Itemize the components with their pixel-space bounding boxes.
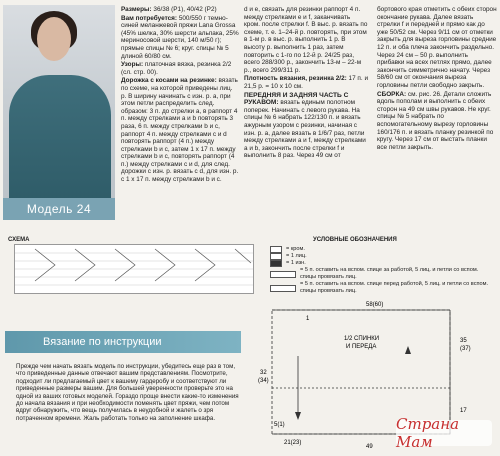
legend [270,246,490,296]
site-watermark [396,415,492,451]
label-back: 1/2 СПИНКИ [344,336,380,342]
legend-text: = 5 п. оставить на вспом. спице перед работой, 5 лиц. и петли со вспом. спицы провязать лиц. [300,281,489,294]
sweater-illustration [9,75,111,215]
sizes-label: Размеры: [121,6,152,13]
legend-title: УСЛОВНЫЕ ОБОЗНАЧЕНИЯ [313,237,397,243]
dim-right: 35 [460,338,467,344]
dim-left-alt: (34) [258,378,269,384]
dim-left-top: 1 [306,316,310,322]
dim-bottom-left: 21(23) [284,440,302,446]
front-value: вязать единым полотном поперек. Начинать с левого рукава. На спицы № 6 набрать 122/130 п. и вязать ажурным узором с резинки, начиная с изн. р. а, далее вязать в 1/6/7 раз, петли между стрелками a и f, между стрелками a и b, закончить после стрелки f и выполнить 8 раз. Через 49 см от [244,99,366,160]
legend-swatch [270,246,282,253]
track-value: вязать по схеме, на которой приведены лиц. р. В ширину начинать с изн. р. а, при этом петли распределить след. образом: 3 п. до стрелки а, в раппорт 4 п. между стрелками а и b повторять 3 раза, 6 п. между стрелками b и c, раппорт 4 п. между стрелками c и d повторять раппорт (4 п.) между стрелками b и c, затем 1 х 17 п. между стрелками b и c, повторять раппорт (4 п.) между стрелками c и d, для след. дорожки с изн. р. вязать с d, для изн. р. с 1 х 17 п. между стрелками b и c. [121,77,239,184]
model-photo [3,5,115,220]
col2-intro: d и e, связать для резинки раппорт 4 п. между стрелками e и f, заканчивать кром. после стрелки f. В выс. р. вязать по схеме, т. е. 1–24-й р. повторять, при этом в 1-м р. в выс. р. выполнить 1 р. В высоту р. выполнить 1 раз, затем повторить с 1-го по 12-й р. 24/25 раз, всего 288/300 р., закончить 13-м – 22-м р., всего 299/311 р. [244,6,368,74]
label-front: И ПЕРЕДА [346,344,377,350]
face-illustration [37,17,71,61]
assembly-label: СБОРКА: [377,90,407,98]
dim-top: 58(60) [366,302,384,308]
legend-swatch [270,285,296,292]
sizes-value: 36/38 (P1), 40/42 (P2) [153,6,217,13]
assembly-value: см. рис. 26. Детали сложить вдоль пополам и выполнить с обеих сторон на 49 см швы рукавов. Не круг. спицы № 5 набрать по вспомогательному вырезу горловины 160/176 п. и вязать планку резинкой по кругу. Через 17 см от выстать планки все петли закрыть. [377,90,494,151]
legend-text: = 5 п. оставить на вспом. спице за работой, 5 лиц. и петли со вспом. спицы провязать лиц. [300,267,479,280]
dim-side-left: 5(1) [274,422,285,428]
need-label: Вам потребуется: [121,14,178,22]
schema-title: СХЕМА [8,237,30,243]
col3-intro: бортового края отметить с обеих сторон окончание рукава. Далее вязать стрелки f и передней и прямо как до уже 50/52 см. Через 9/11 см от отметки закрыть для выреза горловины средние 12 п. и оба плеча закончить раздельно. Через 24 см – 50 р. выполнить прибавки на всех петлях прямо, далее закончить симметрично начату. Через 58/60 см от окончания выреза горловины петли свободно закрыть. [377,6,497,89]
front-label: ПЕРЕДНЯЯ И ЗАДНЯЯ ЧАСТЬ С РУКАВОМ: [244,91,349,107]
legend-swatch [270,260,282,267]
legend-text: = 1 изн. [286,260,306,266]
patterns-label: Узоры: [121,61,144,69]
track-label: Дорожка с косами на резинке: [121,77,217,85]
patterns-value: платочная вязка, резинка 2/2 (сл. стр. 00). [121,61,232,76]
legend-item [270,253,490,260]
dim-left: 32 [260,370,267,376]
column-3 [377,6,497,234]
density-value: 17 п. и 21,5 р. = 10 х 10 см. [244,75,368,90]
dim-right-bottom: 17 [460,408,467,414]
need-value: 500/550 г темно-синей меланжевой пряжи Lana Grossa (45% шелка, 30% шерсти альпака, 25% мериносовой шерсти, 140 м/50 г); прямые спицы № 6; круг. спицы № 5 длиной 60/80 см. [121,14,239,60]
legend-item [270,246,490,253]
section-banner: Вязание по инструкции [5,331,241,353]
watermark-text: Страна Мам [396,415,460,451]
column-1 [121,6,239,228]
dim-bottom: 49 [366,444,373,450]
legend-item [270,267,490,281]
model-label: Модель 24 [3,198,115,220]
dim-right-alt: (37) [460,346,471,352]
legend-text: = кром. [286,246,305,252]
legend-swatch [270,271,296,278]
density-label: Плотность вязания, резинка 2/2: [244,75,347,83]
knitting-schema-chart [14,244,254,294]
legend-swatch [270,253,282,260]
legend-item [270,281,490,295]
legend-text: = 1 лиц. [286,253,307,259]
instructions-text: Прежде чем начать вязать модель по инструкции, убедитесь еще раз в том, что приведенные данные отвечают вашим представлениям. Посмотрите, подходит ли предлагаемый цвет к вашему гардеробу и соответствуют ли приведенные размеры вашим. Для большей уверенности проверьте это на одной из ваших готовых моделей. Гораздо проще внести какие-то изменения до начала вязания и при необходимости поменять цвет пряжи, чем потом вдруг обнаружить, что вещь получилась в неудобной и жалеть о зря потраченном времени. Жаль работать только на заполнение шкафа. [16,363,239,422]
column-2 [244,6,368,234]
legend-item [270,260,490,267]
